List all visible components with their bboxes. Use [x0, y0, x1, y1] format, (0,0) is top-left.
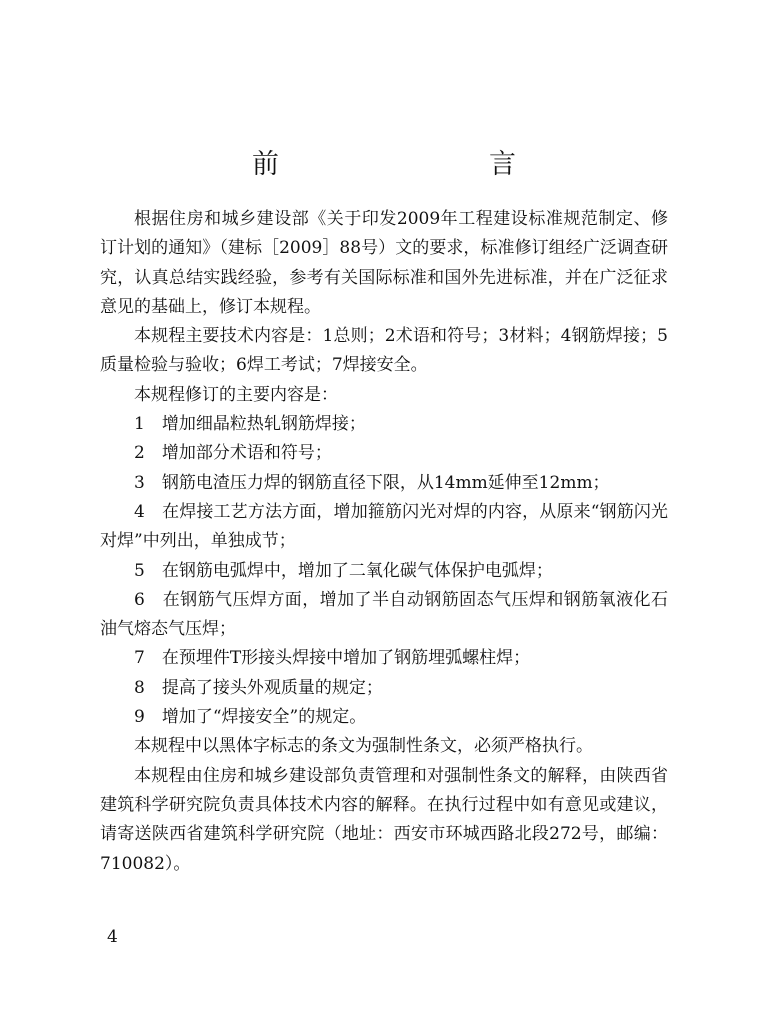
paragraph-main-content: 本规程主要技术内容是：1总则；2术语和符号；3材料；4钢筋焊接；5质量检验与验收；6焊工考试；7焊接安全。: [100, 326, 668, 376]
list-item: 9 增加了“焊接安全”的规定。: [134, 707, 367, 728]
page-title: 前 言: [252, 149, 568, 180]
list-item: 2 增加部分术语和符号；: [134, 443, 332, 464]
paragraph-management: 本规程由住房和城乡建设部负责管理和对强制性条文的解释，由陕西省建筑科学研究院负责具体技术内容的解释。在执行过程中如有意见或建议，请寄送陕西省建筑科学研究院（地址：西安市环城西路北段272号，邮编：710082）。: [100, 765, 668, 874]
list-item: 3 钢筋电渣压力焊的钢筋直径下限，从14mm延伸至12mm；: [134, 472, 610, 493]
list-item: 4 在焊接工艺方法方面，增加箍筋闪光对焊的内容，从原来“钢筋闪光对焊”中列出，单独成节；: [100, 501, 668, 552]
page-number: 4: [107, 927, 118, 947]
list-item: 7 在预埋件T形接头焊接中增加了钢筋埋弧螺柱焊；: [134, 648, 531, 669]
list-item: 5 在钢筋电弧焊中，增加了二氧化碳气体保护电弧焊；: [134, 560, 553, 581]
paragraph-background: 根据住房和城乡建设部《关于印发2009年工程建设标准规范制定、修订计划的通知》（建标［2009］88号）文的要求，标准修订组经广泛调查研究，认真总结实践经验，参考有关国际标准和国外先进标准，并在广泛征求意见的基础上，修订本规程。: [100, 209, 668, 317]
list-item: 8 提高了接头外观质量的规定；: [134, 677, 383, 698]
list-item: 6 在钢筋气压焊方面，增加了半自动钢筋固态气压焊和钢筋氧液化石油气熔态气压焊；: [100, 589, 668, 640]
preface-body: [100, 205, 668, 879]
paragraph-revision-intro: 本规程修订的主要内容是：: [134, 384, 338, 405]
paragraph-mandatory-clauses: 本规程中以黑体字标志的条文为强制性条文，必须严格执行。: [134, 736, 593, 757]
list-item: 1 增加细晶粒热轧钢筋焊接；: [134, 414, 366, 435]
